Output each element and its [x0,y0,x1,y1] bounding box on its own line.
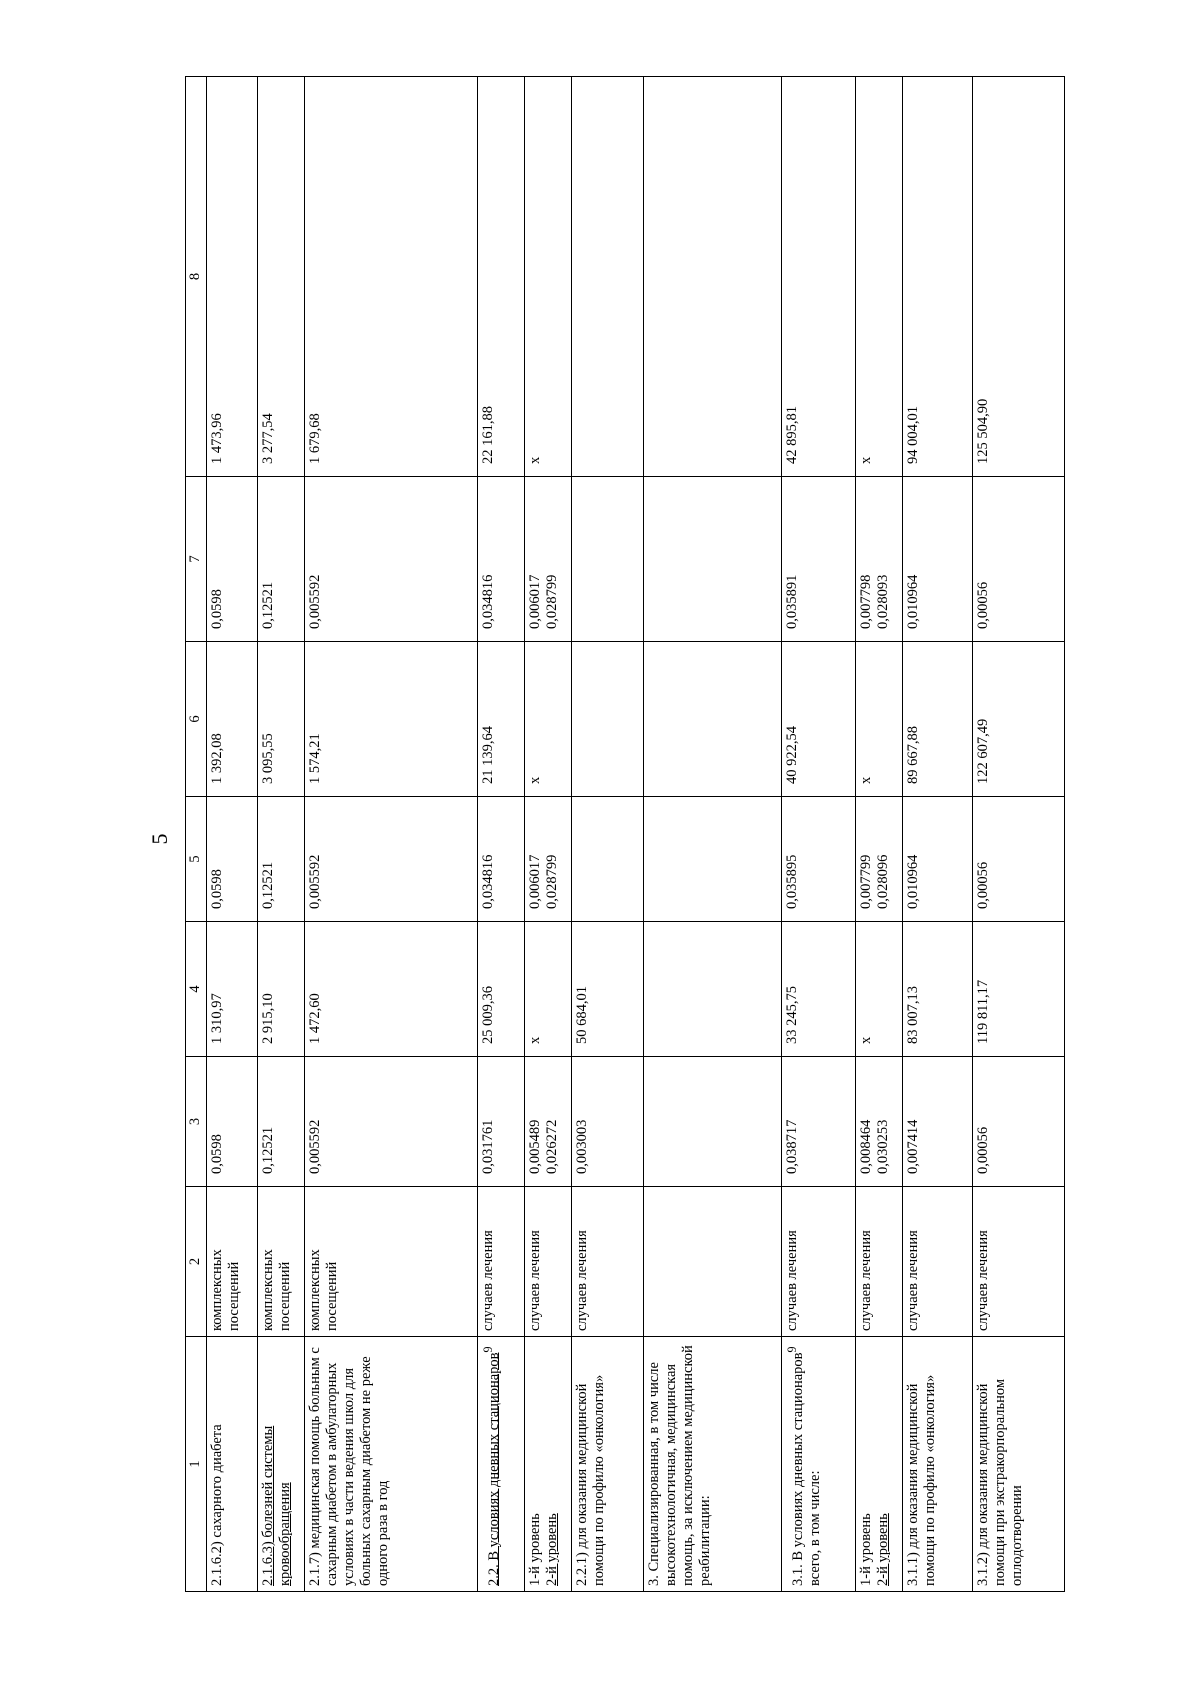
value-cell [855,1057,902,1187]
value-level-2: 0,028799 [543,574,560,629]
unit-cell: случаев лечения [902,1187,972,1337]
footnote-mark: 9 [480,1346,495,1353]
unit-cell: случаев лечения [477,1187,524,1337]
level-1-label: 1-й уровень [526,1513,543,1586]
value-cell: х [855,922,902,1057]
value-cell [855,797,902,922]
value-cell: 0,00056 [972,797,1064,922]
value-cell: 83 007,13 [902,922,972,1057]
value-cell: 125 504,90 [972,77,1064,477]
value-cell: 0,0598 [207,477,258,642]
value-cell: 0,00056 [972,477,1064,642]
header-cell-8: 8 [186,77,207,477]
row-label [477,1337,524,1592]
unit-cell: случаев лечения [972,1187,1064,1337]
value-cell: 3 095,55 [258,642,305,797]
level-1-label: 1-й уровень [857,1513,874,1586]
header-cell-1: 1 [186,1337,207,1592]
value-cell [643,642,781,797]
value-cell [643,1057,781,1187]
row-label [782,1337,856,1592]
level-2-label: 2-й уровень [874,1513,891,1586]
value-cell [643,922,781,1057]
value-cell: 0,12521 [258,477,305,642]
unit-cell: комплексных посещений [207,1187,258,1337]
value-level-1: 0,006017 [526,574,543,629]
row-label-text: 3.1. В условиях дневных стационаров [789,1352,806,1586]
row-label: 2.1.6.3) болезней системы кровообращения [258,1337,305,1592]
value-level-1: 0,006017 [526,854,543,909]
value-cell: 0,034816 [477,477,524,642]
value-level-2: 0,028096 [874,854,891,909]
header-row [186,77,207,1592]
table-row [972,77,1064,1592]
value-level-1: 0,005489 [526,1119,543,1174]
value-level-2: 0,028093 [874,574,891,629]
value-cell: 0,12521 [258,797,305,922]
value-level-2: 0,026272 [543,1119,560,1174]
value-cell: 3 277,54 [258,77,305,477]
table-row [207,77,258,1592]
value-cell: 1 473,96 [207,77,258,477]
value-cell: 1 472,60 [305,922,477,1057]
unit-cell: случаев лечения [782,1187,856,1337]
value-cell: 1 392,08 [207,642,258,797]
value-cell: х [524,642,571,797]
table-row [258,77,305,1592]
value-cell [524,477,571,642]
tariff-table [185,76,1065,1592]
value-cell: 0,038717 [782,1057,856,1187]
value-cell [643,477,781,642]
value-cell: х [855,77,902,477]
header-cell-2: 2 [186,1187,207,1337]
table-row [477,77,524,1592]
value-cell: 50 684,01 [571,922,643,1057]
row-label: 3.1.1) для оказания медицинской помощи по профилю «онкология» [902,1337,972,1592]
row-label-text: 2.2. В условиях дневных стационаров [485,1352,502,1586]
table-row [305,77,477,1592]
value-cell: 2 915,10 [258,922,305,1057]
row-label-tail: всего, в том числе: [806,1470,823,1586]
value-cell: х [524,77,571,477]
value-cell: х [855,642,902,797]
value-cell [571,477,643,642]
value-cell: х [524,922,571,1057]
value-cell: 0,031761 [477,1057,524,1187]
value-cell: 0,005592 [305,477,477,642]
value-cell: 0,0598 [207,1057,258,1187]
value-level-2: 0,030253 [874,1119,891,1174]
row-label: 3.1.2) для оказания медицинской помощи при экстракорпоральном оплодотворении [972,1337,1064,1592]
table-row [524,77,571,1592]
value-cell: 1 310,97 [207,922,258,1057]
unit-cell: случаев лечения [855,1187,902,1337]
table-row [902,77,972,1592]
unit-cell: комплексных посещений [258,1187,305,1337]
row-label [524,1337,571,1592]
value-cell: 0,007414 [902,1057,972,1187]
value-cell: 94 004,01 [902,77,972,477]
row-label [855,1337,902,1592]
row-label: 2.1.6.2) сахарного диабета [207,1337,258,1592]
header-cell-6: 6 [186,642,207,797]
value-cell: 89 667,88 [902,642,972,797]
value-cell: 0,003003 [571,1057,643,1187]
unit-cell: случаев лечения [524,1187,571,1337]
value-level-2: 0,028799 [543,854,560,909]
table-row [782,77,856,1592]
value-cell [855,477,902,642]
value-level-1: 0,007798 [857,574,874,629]
value-cell [643,797,781,922]
value-cell [571,642,643,797]
header-cell-5: 5 [186,797,207,922]
unit-cell: случаев лечения [571,1187,643,1337]
value-cell: 22 161,88 [477,77,524,477]
page-number: 5 [147,833,172,845]
header-cell-3: 3 [186,1057,207,1187]
value-cell: 21 139,64 [477,642,524,797]
value-cell: 0,12521 [258,1057,305,1187]
header-cell-4: 4 [186,922,207,1057]
value-cell: 0,034816 [477,797,524,922]
footnote-mark: 9 [785,1346,799,1353]
value-cell [571,797,643,922]
value-cell: 40 922,54 [782,642,856,797]
table-row [643,77,781,1592]
value-level-1: 0,007799 [857,854,874,909]
value-cell: 42 895,81 [782,77,856,477]
value-cell [571,77,643,477]
value-cell: 0,005592 [305,797,477,922]
value-cell: 0,005592 [305,1057,477,1187]
value-cell: 25 009,36 [477,922,524,1057]
row-label: 2.2.1) для оказания медицинской помощи по профилю «онкология» [571,1337,643,1592]
row-label: 3. Специализированная, в том числе высокотехнологичная, медицинская помощь, за исключением медицинской реабилитации: [643,1337,781,1592]
table-row [855,77,902,1592]
value-cell: 33 245,75 [782,922,856,1057]
value-cell: 1 679,68 [305,77,477,477]
value-cell: 0,0598 [207,797,258,922]
unit-cell: комплексных посещений [305,1187,477,1337]
unit-cell [643,1187,781,1337]
value-cell: 0,035895 [782,797,856,922]
rotated-table-container [185,77,1065,1592]
value-cell: 122 607,49 [972,642,1064,797]
value-cell [643,77,781,477]
value-level-1: 0,008464 [857,1119,874,1174]
value-cell: 0,010964 [902,797,972,922]
value-cell: 119 811,17 [972,922,1064,1057]
value-cell [524,1057,571,1187]
value-cell: 1 574,21 [305,642,477,797]
header-cell-7: 7 [186,477,207,642]
row-label: 2.1.7) медицинская помощь больным с сахарным диабетом в амбулаторных условиях в части ведения школ для больных сахарным диабетом не реже одного раза в год [305,1337,477,1592]
value-cell: 0,010964 [902,477,972,642]
value-cell: 0,00056 [972,1057,1064,1187]
level-2-label: 2-й уровень [543,1513,560,1586]
value-cell: 0,035891 [782,477,856,642]
value-cell [524,797,571,922]
table-row [571,77,643,1592]
